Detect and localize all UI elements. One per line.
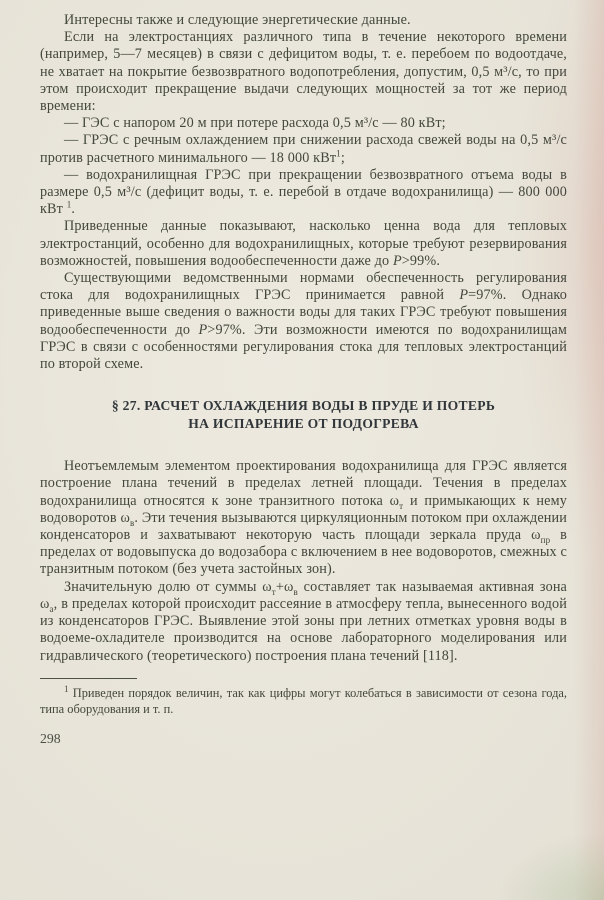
section-heading-line-1: § 27. РАСЧЕТ ОХЛАЖДЕНИЯ ВОДЫ В ПРУДЕ И ПОТЕРЬ xyxy=(111,398,496,414)
section-heading-line-2: НА ИСПАРЕНИЕ ОТ ПОДОГРЕВА xyxy=(188,416,419,432)
discussion-paragraph: Приведенные данные показывают, насколько ценна вода для тепловых электростанций, особенно для водохранилищных, которые требуют резервирования возможностей, повышения водообеспеченности даже до P>99%. xyxy=(40,218,567,269)
footnote-text: $^1$ Приведен порядок величин, так как цифры могут колебаться в зависимости от сезона года, типа оборудования и т. п. xyxy=(40,683,567,717)
intro-paragraph: Интересны также и следующие энергетические данные. xyxy=(64,12,411,28)
page-number: 298 xyxy=(40,730,61,746)
intro-paragraph: Если на электростанциях различного типа в течение некоторого времени (например, 5—7 месяцев) в связи с дефицитом воды, т. е. перебоем по водоотдаче, не хватает на покрытие безвозвратного водопотребления, допустим, 0,5 м³/с, то при этом происходит прекращение выдачи следующих мощностей за тот же период времени: xyxy=(40,29,567,115)
footnote-divider xyxy=(40,678,137,679)
section-paragraph: Значительную долю от суммы $\omega_т+\omega_в$ составляет так называемая активная зона $\omega_а$, в пределах которой происходит рассеяние в атмосферу тепла, вынесенного водой из конденсаторов ГРЭС. Выявление этой зоны при летних отметках уровня воды в водоеме-охладителе производится на основе лабораторного моделирования или гидравлического (теоретического) построения плана течений [118]. xyxy=(40,578,568,664)
list-item: — ГРЭС с речным охлаждением при снижении расхода свежей воды на 0,5 м³/с против расчетного минимального — 18 000 кВт$^1$; xyxy=(40,132,567,166)
page-content xyxy=(40,12,567,747)
discussion-paragraph: Существующими ведомственными нормами обеспеченность регулирования стока для водохранилищных ГРЭС принимается равной P=97%. Однако приведенные выше сведения о важности воды для таких ГРЭС требуют повышения водообеспеченности до P>97%. Эти возможности имеются по водохранилищам ГРЭС в связи с особенностями регулирования стока для тепловых электростанций по второй схеме. xyxy=(40,270,568,373)
section-heading xyxy=(40,397,567,433)
list-item: — ГЭС с напором 20 м при потере расхода 0,5 м³/с — 80 кВт; xyxy=(64,115,446,132)
list-item: — водохранилищная ГРЭС при прекращении безвозвратного отъема воды в размере 0,5 м³/с (дефицит воды, т. е. перебой в отдаче водохранилища) — 800 000 кВт $^1$. xyxy=(40,166,567,218)
footnote-block xyxy=(40,678,567,718)
section-paragraph: Неотъемлемым элементом проектирования водохранилища для ГРЭС является построение плана течений в пределах летней площади. Течения в пределах водохранилища относятся к зоне транзитного потока $\omega_т$ и примыкающих к нему водоворотов $\omega_в$. Эти течения вызываются циркуляционным потоком при охлаждении конденсаторов и захватывают некоторую часть площади зеркала пруда $\omega_{пр}$ в пределах от водовыпуска до водозабора с включением в нее водоворотов, смежных с транзитным потоком (без учета застойных зон). xyxy=(40,458,568,578)
